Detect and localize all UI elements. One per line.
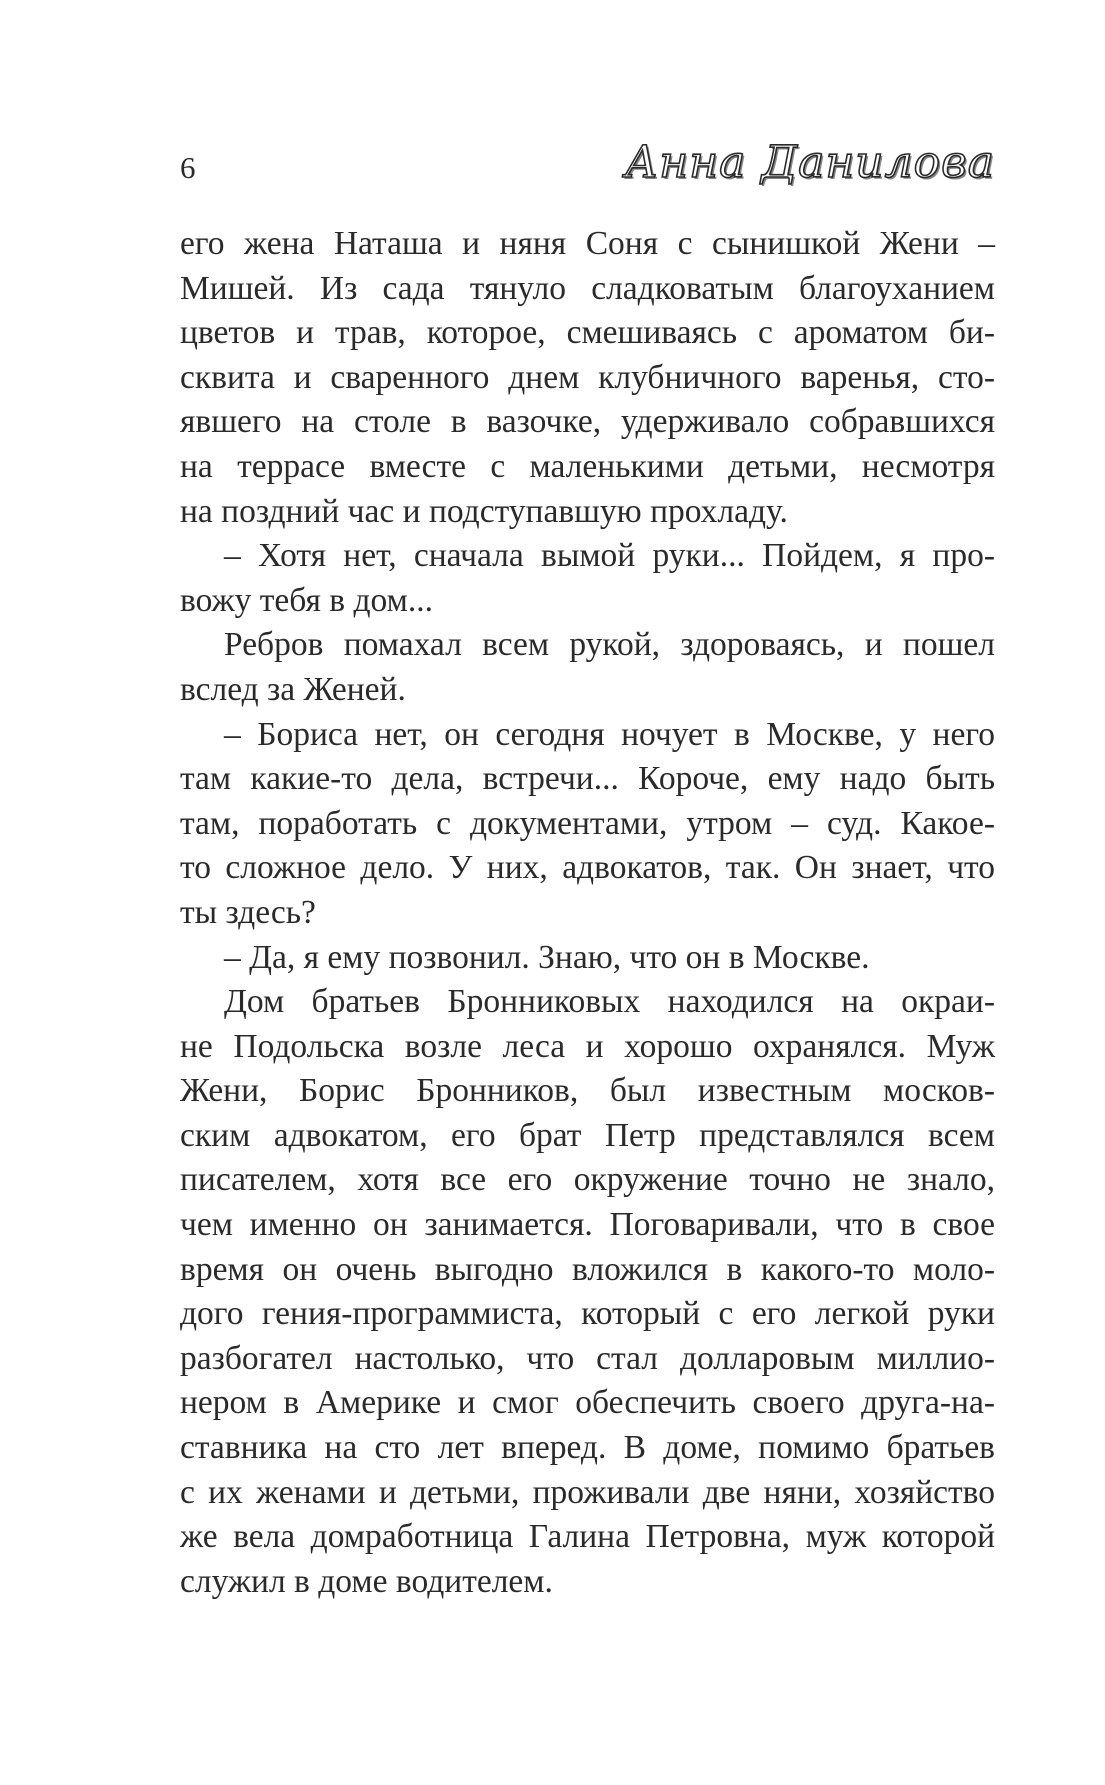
text-line: цветов и трав, которое, смешиваясь с ароматом би- (180, 314, 995, 352)
text-line: – Да, я ему позвонил. Знаю, что он в Москве. (224, 938, 870, 976)
text-line: Ребров помахал всем рукой, здороваясь, и пошел (224, 626, 995, 664)
text-line: вожу тебя в дом... (180, 581, 433, 619)
text-line: с их женами и детьми, проживали две няни, хозяйство (180, 1473, 995, 1511)
running-head-author: Анна Данилова (624, 137, 995, 188)
text-line: – Хотя нет, сначала вымой руки... Пойдем, я про- (224, 537, 995, 575)
text-line: служил в доме водителем. (180, 1562, 553, 1600)
text-line: же вела домработница Галина Петровна, муж которой (180, 1518, 995, 1556)
text-line: там какие-то дела, встречи... Короче, ему надо быть (180, 760, 995, 798)
text-line: дого гения-программиста, который с его легкой руки (180, 1295, 995, 1333)
text-line: на террасе вместе с маленькими детьми, несмотря (180, 447, 995, 485)
text-line: то сложное дело. У них, адвокатов, так. Он знает, что (180, 849, 995, 887)
text-line: вслед за Женей. (180, 670, 406, 708)
text-line: его жена Наташа и няня Соня с сынишкой Жени – (180, 225, 995, 262)
text-line: ским адвокатом, его брат Петр представлялся всем (180, 1116, 995, 1154)
page-number: 6 (180, 150, 196, 185)
text-line: писателем, хотя все его окружение точно не знало, (180, 1161, 995, 1199)
text-line: время он очень выгодно вложился в какого-то моло- (180, 1250, 995, 1288)
text-line: на поздний час и подступавшую прохладу. (180, 492, 788, 530)
text-line: Дом братьев Бронниковых находился на окраи- (224, 983, 995, 1021)
text-line: разбогател настолько, что стал долларовым миллио- (180, 1339, 995, 1377)
text-line: там, поработать с документами, утром – суд. Какое- (180, 804, 995, 842)
text-line: ставника на сто лет вперед. В доме, помимо братьев (180, 1429, 995, 1467)
text-line: Жени, Борис Бронников, был известным москов- (180, 1072, 995, 1110)
text-line: нером в Америке и смог обеспечить своего друга-на- (180, 1384, 995, 1422)
text-line: Мишей. Из сада тянуло сладковатым благоуханием (180, 269, 995, 307)
text-line: ты здесь? (180, 893, 316, 931)
text-line: не Подольска возле леса и хорошо охранялся. Муж (180, 1027, 995, 1065)
text-line: – Бориса нет, он сегодня ночует в Москве, у него (224, 715, 995, 753)
body-text (180, 222, 995, 1604)
text-line: явшего на столе в вазочке, удерживало собравшихся (180, 403, 995, 441)
text-line: чем именно он занимается. Поговаривали, что в свое (180, 1206, 995, 1244)
text-line: сквита и сваренного днем клубничного варенья, сто- (180, 358, 995, 396)
